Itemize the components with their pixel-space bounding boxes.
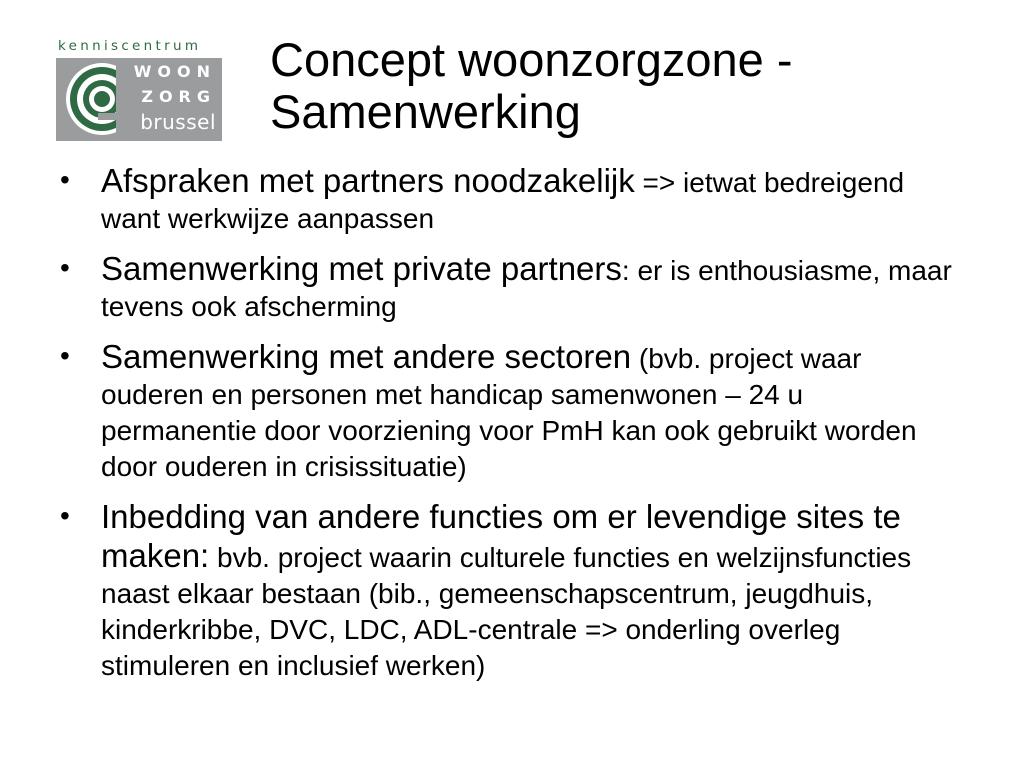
logo-emblem-icon (64, 61, 140, 137)
slide-title (270, 34, 970, 138)
bullet-detail: (bvb. project waar ouderen en personen met handicap samenwonen – 24 u permanentie door voorziening voor PmH kan ook gebruikt worden door ouderen in crisissituatie) (101, 343, 917, 482)
bullet-dot: • (60, 500, 70, 531)
bullet-lead: Samenwerking met private partners (101, 250, 622, 287)
slide-title-line-2: Samenwerking (270, 85, 581, 138)
bullet-lead: Inbedding van andere functies om er levendige sites te maken: (101, 498, 901, 574)
bullet-list (60, 162, 960, 697)
bullet-lead: Afspraken met partners noodzakelijk (101, 162, 635, 199)
bullet-item (60, 162, 960, 237)
bullet-dot: • (60, 164, 70, 195)
bullet-item (60, 498, 960, 684)
kenniscentrum-woonzorg-brussel-logo (56, 38, 222, 142)
logo-word-woon: WOON (133, 62, 216, 81)
bullet-detail: bvb. project waarin culturele functies en welzijnsfuncties naast elkaar bestaan (bib., gemeenschapscentrum, jeugdhuis, kinderkribbe, DVC, LDC, ADL-centrale => onderling overleg stimuleren en inclusief werken) (101, 542, 912, 681)
bullet-lead: Samenwerking met andere sectoren (101, 338, 632, 375)
bullet-dot: • (60, 252, 70, 283)
bullet-item (60, 250, 960, 325)
slide-title-line-1: Concept woonzorgzone - (270, 33, 793, 86)
logo-word-brussel: brussel (140, 110, 216, 134)
bullet-item (60, 338, 960, 485)
bullet-detail: : er is enthousiasme, maar tevens ook afscherming (101, 255, 952, 322)
logo-word-zorg: ZORG (141, 87, 216, 106)
bullet-dot: • (60, 340, 70, 371)
logo-top-text: kenniscentrum (58, 38, 202, 54)
bullet-detail: => ietwat bedreigend want werkwijze aanpassen (101, 167, 905, 234)
logo-box (56, 58, 222, 141)
